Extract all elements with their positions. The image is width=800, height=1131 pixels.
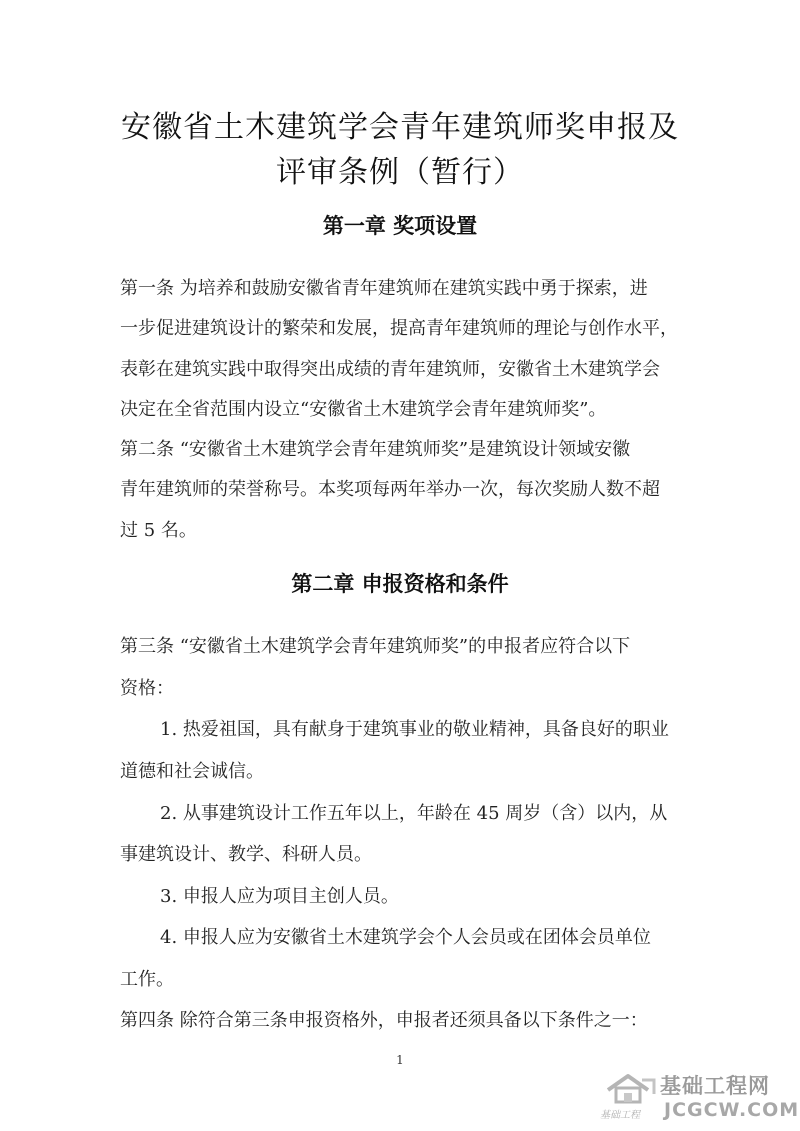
document-title-line-2: 评审条例（暂行）	[276, 155, 524, 190]
list-item-1-line: 1. 热爱祖国，具有献身于建筑事业的敬业精神，具备良好的职业	[160, 719, 669, 740]
article-2-line: 青年建筑师的荣誉称号。本奖项每两年举办一次，每次奖励人数不超	[120, 479, 660, 500]
article-4-line: 第四条 除符合第三条申报资格外，申报者还须具备以下条件之一：	[120, 1010, 648, 1031]
article-2-line: 第二条 “安徽省土木建筑学会青年建筑师奖”是建筑设计领域安徽	[120, 439, 631, 460]
watermark-tag: 基础工程	[600, 1110, 640, 1121]
list-item-1-line: 道德和社会诚信。	[120, 761, 264, 782]
article-2-line: 过 5 名。	[120, 520, 197, 541]
article-1-line: 一步促进建筑设计的繁荣和发展，提高青年建筑师的理论与创作水平，	[120, 318, 678, 339]
list-item-2-line: 2. 从事建筑设计工作五年以上，年龄在 45 周岁（含）以内，从	[160, 803, 668, 824]
chapter-heading-1: 第一章 奖项设置	[322, 214, 478, 238]
document-title-line-1: 安徽省土木建筑学会青年建筑师奖申报及	[121, 110, 679, 145]
chapter-heading-2: 第二章 申报资格和条件	[291, 572, 509, 596]
watermark-logo	[600, 1066, 800, 1131]
article-1-line: 决定在全省范围内设立“安徽省土木建筑学会青年建筑师奖”。	[120, 399, 607, 420]
list-item-4-line: 工作。	[120, 969, 174, 990]
article-1-line: 第一条 为培养和鼓励安徽省青年建筑师在建筑实践中勇于探索，进	[120, 278, 648, 299]
page-number: 1	[396, 1053, 404, 1067]
list-item-2-line: 事建筑设计、教学、科研人员。	[120, 844, 372, 865]
article-3-line: 第三条 “安徽省土木建筑学会青年建筑师奖”的申报者应符合以下	[120, 636, 631, 657]
article-1-line: 表彰在建筑实践中取得突出成绩的青年建筑师，安徽省土木建筑学会	[120, 359, 660, 380]
watermark-name: 基础工程网	[660, 1074, 770, 1098]
list-item-4-line: 4. 申报人应为安徽省土木建筑学会个人会员或在团体会员单位	[160, 927, 651, 948]
article-3-line: 资格：	[120, 678, 174, 699]
list-item-3-line: 3. 申报人应为项目主创人员。	[160, 886, 399, 907]
house-logo-icon	[604, 1072, 658, 1106]
watermark-url: JCGCW.COM	[664, 1099, 800, 1121]
